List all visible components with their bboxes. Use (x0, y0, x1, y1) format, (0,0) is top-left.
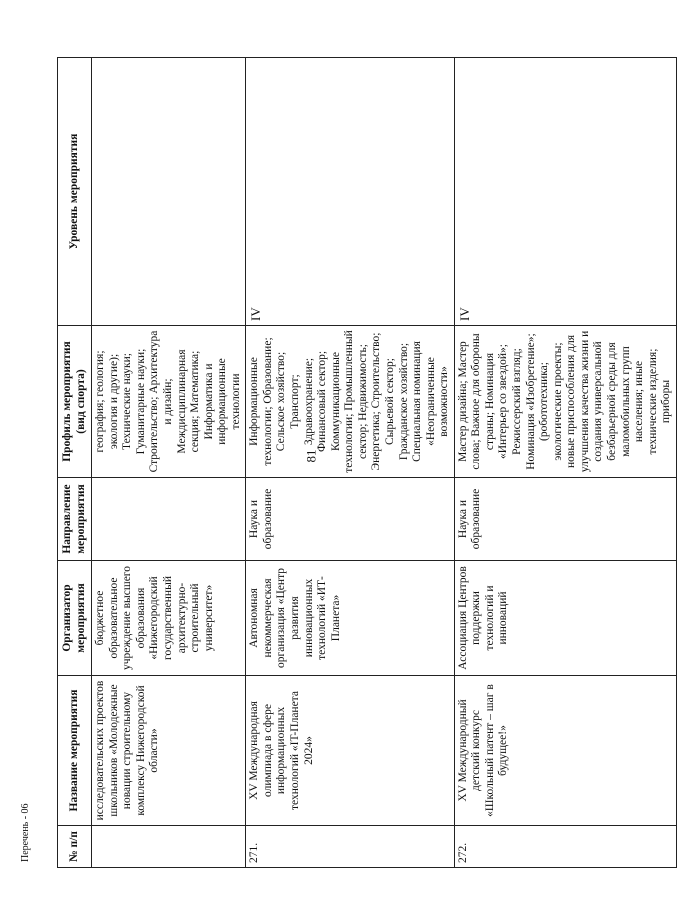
row-profile: Информационные технологии; Образование; Сельское хозяйство; Транспорт; Здравоохранение; Финансовый сектор; Коммуникационные технологии; Промышленный сектор; Недвижимость; Энергетика; Строительство; Сырьевой сектор; Гражданское хозяйство; Специальная номинация «Неограниченные возможности» (246, 326, 454, 478)
row-direction: Наука и образование (246, 478, 454, 561)
table-header-row (58, 58, 92, 868)
header-profile: Профиль мероприятия (вид спорта) (58, 326, 92, 478)
table-row (92, 58, 246, 868)
row-event-name: исследовательских проектов школьников «Молодежные новации строительному комплексу Нижегородской области» (92, 676, 246, 826)
events-table (57, 57, 677, 868)
row-profile: Мастер дизайна; Мастер слова; Важное для обороны страны; Номинация «Интерьер со звездой»; Режиссерский взгляд; Номинация «Изобретение»; (робототехника; экологические проекты; новые приспособления для улучшения качества жизни и создания универсальной безбарьерной среды для маломобильных групп населения; иные технические изделия; приборы (454, 326, 676, 478)
row-number: 272. (454, 826, 676, 868)
document-sheet (57, 58, 673, 868)
header-level: Уровень мероприятия (58, 58, 92, 326)
row-direction: Наука и образование (454, 478, 676, 561)
row-organizer: бюджетное образовательное учреждение высшего образования «Нижегородский государственный архитектурно-строительный университет» (92, 561, 246, 676)
header-event-name: Название мероприятия (58, 676, 92, 826)
header-direction: Направление мероприятия (58, 478, 92, 561)
row-event-name: XV Международный детский конкурс «Школьный патент – шаг в будущее!» (454, 676, 676, 826)
row-number (92, 826, 246, 868)
row-event-name: XV Международная олимпиада в сфере информационных технологий «IT-Планета 2024» (246, 676, 454, 826)
row-direction (92, 478, 246, 561)
row-level (92, 58, 246, 326)
table-row (454, 58, 676, 868)
header-number: № п/п (58, 826, 92, 868)
row-number: 271. (246, 826, 454, 868)
document-code: Перечень - 06 (20, 803, 31, 862)
row-profile: география; геология; экология и другие); Технические науки; Гуманитарные науки; Строительство; Архитектура и дизайн; Междисциплинарная секция; Математика; Информатика и информационные технологии (92, 326, 246, 478)
table-row (246, 58, 454, 868)
row-level: IV (246, 58, 454, 326)
page-number: 81 (303, 449, 319, 463)
row-level: IV (454, 58, 676, 326)
row-organizer: Ассоциация Центров поддержки технологий и инноваций (454, 561, 676, 676)
header-organizer: Организатор мероприятия (58, 561, 92, 676)
row-organizer: Автономная некоммерческая организация «Центр развития инновационных технологий «ИТ-Планета» (246, 561, 454, 676)
